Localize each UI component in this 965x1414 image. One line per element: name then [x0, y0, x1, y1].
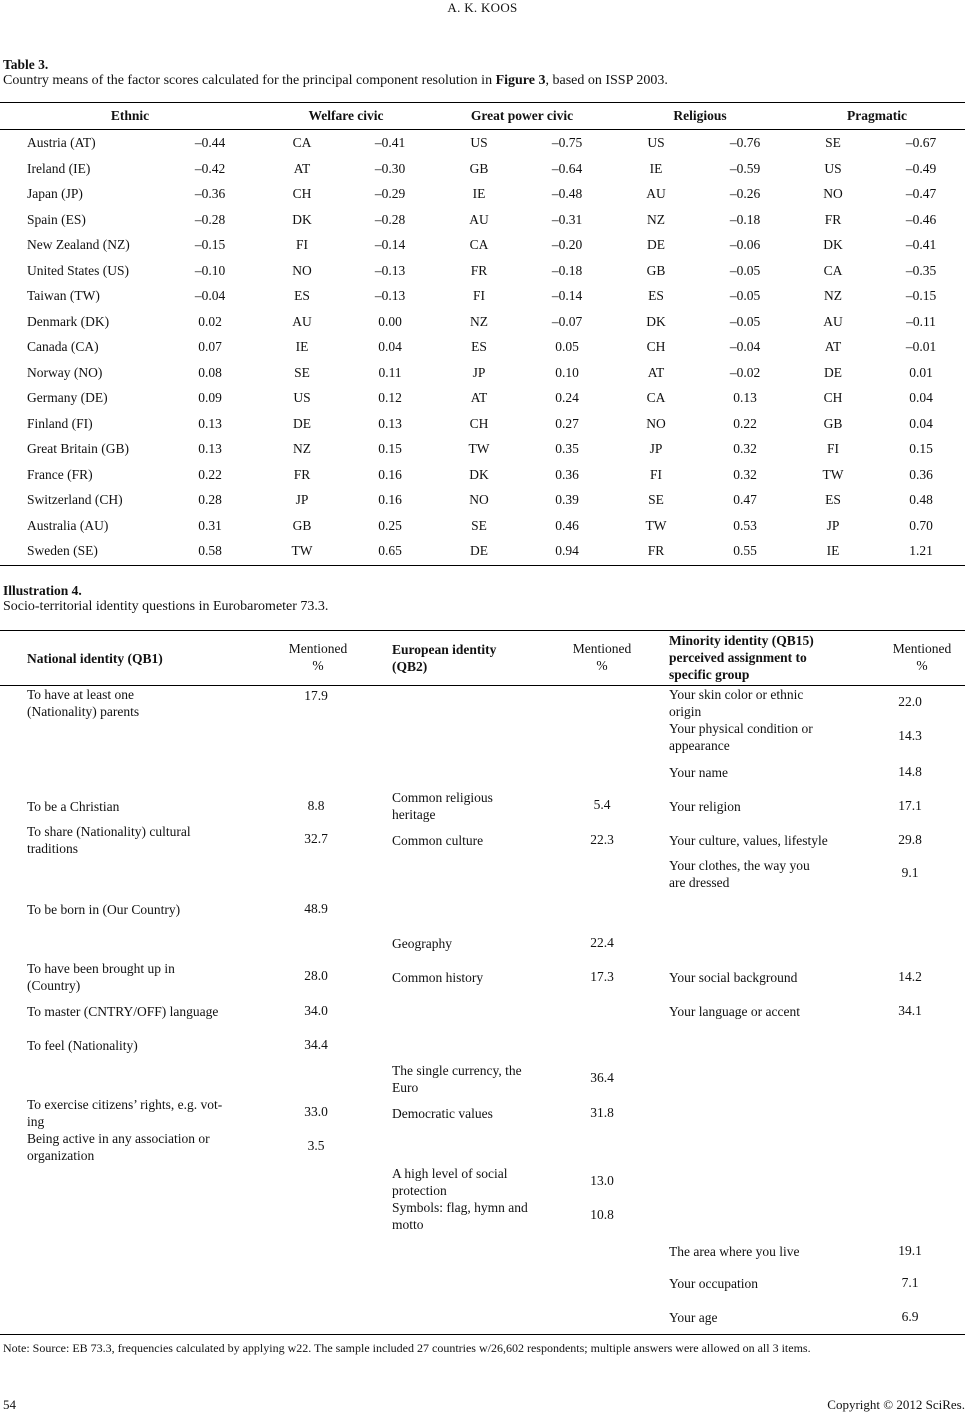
header-welfare-civic: Welfare civic — [308, 108, 384, 123]
european-percent: 31.8 — [590, 1105, 614, 1120]
national-percent: 48.9 — [304, 901, 328, 916]
score-cell: –0.18 — [729, 211, 761, 227]
header-mentioned-3: Mentioned % — [892, 641, 952, 673]
score-cell: 0.16 — [378, 492, 402, 507]
score-cell: –0.75 — [551, 135, 583, 150]
national-item: To have at least one (Nationality) parents — [27, 687, 140, 719]
country-code-cell: FR — [824, 211, 842, 227]
copyright: Copyright © 2012 SciRes. — [827, 1397, 965, 1412]
table-row — [0, 960, 965, 994]
national-item: Being active in any association or organization — [27, 1131, 210, 1163]
table-row — [0, 1062, 965, 1096]
score-cell: 0.05 — [555, 339, 579, 354]
country-code-cell: ES — [471, 339, 487, 354]
country-code-cell: GB — [469, 160, 489, 176]
score-cell: 0.65 — [378, 543, 402, 558]
minority-percent: 19.1 — [898, 1243, 922, 1258]
national-percent: 34.0 — [304, 1003, 328, 1018]
header-great-power-civic: Great power civic — [470, 108, 574, 123]
country-code-cell: NO — [469, 492, 489, 507]
header-mentioned-2: Mentioned % — [572, 641, 632, 673]
score-cell: 0.55 — [733, 543, 757, 558]
minority-item: The area where you live — [669, 1244, 800, 1259]
country-code-cell: CA — [469, 237, 489, 252]
national-item: To feel (Nationality) — [27, 1038, 138, 1053]
score-cell: 0.13 — [198, 441, 222, 456]
illustration-4-body — [0, 686, 965, 1335]
european-item: Common culture — [392, 833, 484, 848]
score-cell: 0.47 — [733, 492, 757, 507]
country-code-cell: NZ — [293, 441, 311, 456]
country-code-cell: DE — [470, 543, 488, 558]
table-row — [0, 437, 965, 462]
table-row — [0, 284, 965, 309]
table-row — [0, 259, 965, 284]
minority-item: Your age — [669, 1310, 718, 1325]
score-cell: 0.13 — [733, 390, 757, 405]
country-code-cell: CH — [292, 186, 312, 201]
country-code-cell: DE — [647, 237, 665, 252]
country-code-cell: JP — [295, 492, 309, 507]
country-code-cell: CA — [646, 390, 666, 405]
page-number: 54 — [3, 1397, 16, 1412]
table-row — [0, 823, 965, 857]
minority-item: Your name — [669, 765, 729, 780]
country-code-cell: ES — [825, 492, 841, 507]
country-cell: Finland (FI) — [27, 415, 93, 431]
header-religious: Religious — [673, 108, 727, 123]
score-cell: –0.13 — [374, 262, 406, 278]
score-cell: 1.21 — [909, 543, 933, 558]
minority-percent: 14.2 — [898, 969, 922, 984]
score-cell: 0.35 — [555, 441, 579, 456]
table-row — [0, 1096, 965, 1130]
country-code-cell: US — [470, 135, 488, 150]
score-cell: 0.28 — [198, 492, 222, 507]
country-code-cell: FI — [649, 466, 663, 482]
country-code-cell: IE — [649, 160, 663, 176]
national-item: To master (CNTRY/OFF) language — [27, 1004, 219, 1019]
european-percent: 10.8 — [590, 1207, 614, 1222]
country-code-cell: SE — [471, 517, 487, 533]
table-row — [0, 994, 965, 1028]
score-cell: –0.67 — [905, 135, 937, 150]
score-cell: –0.36 — [194, 186, 226, 201]
score-cell: 0.27 — [555, 415, 579, 431]
country-code-cell: FR — [470, 262, 488, 278]
country-code-cell: IE — [295, 339, 309, 354]
country-code-cell: AT — [824, 339, 842, 354]
country-code-cell: TW — [291, 543, 313, 558]
minority-item: Your physical condition or appearance — [669, 721, 813, 753]
country-code-cell: US — [824, 160, 842, 176]
european-percent: 36.4 — [590, 1070, 614, 1085]
country-code-cell: CH — [646, 339, 666, 354]
score-cell: –0.48 — [551, 186, 583, 201]
country-code-cell: AT — [647, 364, 665, 380]
country-cell: Sweden (SE) — [27, 543, 98, 558]
national-item: To be a Christian — [27, 799, 120, 814]
minority-percent: 9.1 — [901, 865, 919, 880]
table-row — [0, 1234, 965, 1268]
country-code-cell: DK — [469, 466, 489, 482]
score-cell: –0.14 — [551, 288, 583, 303]
score-cell: –0.41 — [374, 135, 406, 150]
score-cell: 0.02 — [198, 313, 222, 329]
european-percent: 17.3 — [590, 969, 614, 984]
score-cell: –0.47 — [905, 186, 937, 201]
score-cell: –0.42 — [194, 160, 226, 176]
country-code-cell: AT — [293, 160, 311, 176]
header-national-identity: National identity (QB1) — [27, 651, 163, 666]
country-code-cell: SE — [648, 492, 664, 507]
score-cell: –0.59 — [729, 160, 761, 176]
european-percent: 22.3 — [590, 832, 614, 847]
score-cell: 0.15 — [378, 441, 402, 456]
country-cell: Japan (JP) — [27, 186, 83, 201]
country-code-cell: CH — [469, 415, 489, 431]
illustration-4-label: Illustration 4. — [3, 583, 82, 598]
score-cell: 0.13 — [378, 415, 402, 431]
european-item: A high level of social protection — [392, 1166, 508, 1198]
table-row — [0, 686, 965, 720]
header-european-identity: European identity (QB2) — [392, 642, 497, 674]
score-cell: 0.09 — [198, 390, 222, 405]
country-code-cell: NZ — [647, 211, 665, 227]
table-row — [0, 233, 965, 258]
score-cell: 0.36 — [909, 466, 933, 482]
illustration-4-table — [0, 630, 965, 1335]
table-3 — [0, 102, 965, 566]
country-cell: Canada (CA) — [27, 339, 99, 354]
country-cell: Austria (AT) — [27, 135, 96, 150]
country-code-cell: IE — [826, 543, 840, 558]
country-code-cell: JP — [649, 441, 663, 456]
country-code-cell: AU — [292, 313, 312, 329]
score-cell: 0.22 — [198, 466, 222, 482]
country-code-cell: IE — [472, 186, 486, 201]
score-cell: 0.22 — [733, 415, 757, 431]
european-item: Common history — [392, 970, 484, 985]
country-code-cell: ES — [294, 288, 310, 303]
country-code-cell: NZ — [470, 313, 488, 329]
country-code-cell: GB — [646, 262, 666, 278]
illustration-4-header — [0, 631, 965, 686]
table-row — [0, 463, 965, 488]
country-code-cell: AU — [469, 211, 489, 227]
table-3-label: Table 3. — [3, 57, 49, 72]
score-cell: –0.10 — [194, 262, 226, 278]
table-row — [0, 386, 965, 411]
table-row — [0, 335, 965, 360]
national-percent: 34.4 — [304, 1037, 328, 1052]
header-mentioned-1: Mentioned % — [288, 641, 348, 673]
table-row — [0, 892, 965, 926]
score-cell: –0.28 — [194, 211, 226, 227]
country-code-cell: TW — [822, 466, 844, 482]
score-cell: 0.04 — [909, 415, 933, 431]
country-code-cell: SE — [825, 135, 841, 150]
country-code-cell: TW — [468, 441, 490, 456]
country-code-cell: DK — [823, 237, 843, 252]
minority-item: Your social background — [669, 970, 798, 985]
minority-percent: 34.1 — [898, 1003, 922, 1018]
score-cell: 0.11 — [378, 364, 402, 380]
score-cell: 0.32 — [733, 466, 757, 482]
country-code-cell: FR — [647, 543, 665, 558]
score-cell: –0.76 — [729, 135, 761, 150]
table-row — [0, 1199, 965, 1233]
table-row — [0, 1028, 965, 1062]
national-item: To be born in (Our Country) — [27, 902, 181, 917]
country-code-cell: DE — [824, 364, 842, 380]
score-cell: 0.12 — [378, 390, 402, 405]
score-cell: 0.07 — [198, 339, 222, 354]
table-row — [0, 1130, 965, 1164]
running-head: A. K. KOOS — [447, 0, 518, 15]
score-cell: 0.31 — [198, 517, 222, 533]
score-cell: –0.05 — [729, 262, 761, 278]
caption-text: Country means of the factor scores calculated for the principal component resolution in — [3, 73, 496, 88]
european-item: Democratic values — [392, 1106, 493, 1121]
country-code-cell: CH — [823, 390, 843, 405]
country-cell: Switzerland (CH) — [27, 492, 123, 507]
score-cell: 0.39 — [555, 492, 579, 507]
country-code-cell: TW — [645, 517, 667, 533]
national-percent: 3.5 — [307, 1138, 325, 1153]
country-code-cell: DK — [292, 211, 312, 227]
caption-figure-ref: Figure 3 — [495, 73, 546, 88]
score-cell: –0.15 — [194, 237, 226, 252]
country-cell: Taiwan (TW) — [27, 288, 100, 303]
country-cell: Norway (NO) — [27, 364, 103, 380]
country-cell: United States (US) — [27, 262, 129, 278]
score-cell: –0.31 — [551, 211, 583, 227]
european-item: Common religious heritage — [392, 790, 493, 822]
minority-percent: 29.8 — [898, 832, 922, 847]
table-3-header — [0, 103, 965, 130]
score-cell: –0.18 — [551, 262, 583, 278]
country-code-cell: FR — [293, 466, 311, 482]
minority-item: Your language or accent — [669, 1004, 800, 1019]
european-percent: 22.4 — [590, 935, 614, 950]
minority-percent: 17.1 — [898, 798, 922, 813]
score-cell: –0.07 — [551, 313, 583, 329]
score-cell: –0.64 — [551, 160, 583, 176]
country-cell: France (FR) — [27, 466, 93, 482]
table-row — [0, 361, 965, 386]
score-cell: –0.35 — [905, 262, 937, 278]
score-cell: –0.28 — [374, 211, 406, 227]
minority-item: Your religion — [669, 799, 741, 814]
minority-item: Your culture, values, lifestyle — [669, 833, 828, 848]
country-code-cell: SE — [294, 364, 310, 380]
table-row — [0, 157, 965, 182]
minority-item: Your occupation — [669, 1276, 758, 1291]
european-item: Geography — [392, 936, 452, 951]
header-ethnic: Ethnic — [110, 108, 150, 123]
score-cell: 0.46 — [555, 517, 579, 533]
country-code-cell: JP — [826, 517, 840, 533]
score-cell: –0.06 — [729, 237, 761, 252]
country-code-cell: DE — [293, 415, 311, 431]
country-code-cell: AU — [823, 313, 843, 329]
minority-percent: 6.9 — [901, 1309, 919, 1324]
score-cell: –0.11 — [906, 313, 936, 329]
national-percent: 33.0 — [304, 1104, 328, 1119]
score-cell: 0.70 — [909, 517, 933, 533]
table-row — [0, 488, 965, 513]
score-cell: 0.48 — [909, 492, 933, 507]
country-code-cell: NO — [823, 186, 843, 201]
table-row — [0, 208, 965, 233]
country-code-cell: FI — [295, 237, 309, 252]
table-row — [0, 412, 965, 437]
european-item: The single currency, the Euro — [392, 1063, 522, 1095]
table-row — [0, 310, 965, 335]
table-row — [0, 857, 965, 891]
score-cell: 0.04 — [378, 339, 402, 354]
country-code-cell: NO — [646, 415, 666, 431]
score-cell: 0.94 — [555, 543, 579, 558]
score-cell: –0.05 — [729, 313, 761, 329]
minority-percent: 7.1 — [901, 1275, 919, 1290]
score-cell: 0.58 — [198, 543, 222, 558]
minority-item: Your skin color or ethnic origin — [669, 687, 804, 719]
country-code-cell: DK — [646, 313, 666, 329]
score-cell: 0.25 — [378, 517, 402, 533]
score-cell: –0.15 — [905, 288, 937, 303]
national-percent: 8.8 — [307, 798, 325, 813]
table-note: Note: Source: EB 73.3, frequencies calculated by applying w22. The sample included 27 countries w/26,602 respondents; multiple answers were allowed on all 3 items. — [3, 1341, 811, 1355]
country-code-cell: GB — [823, 415, 843, 431]
country-cell: Australia (AU) — [27, 517, 109, 533]
caption-text-end: , based on ISSP 2003. — [545, 73, 668, 88]
score-cell: 0.16 — [378, 466, 402, 482]
country-code-cell: GB — [292, 517, 312, 533]
table-row — [0, 789, 965, 823]
score-cell: –0.30 — [374, 160, 406, 176]
table-row — [0, 514, 965, 539]
score-cell: –0.49 — [905, 160, 937, 176]
score-cell: 0.00 — [378, 313, 402, 329]
national-item: To have been brought up in (Country) — [27, 961, 175, 993]
national-percent: 28.0 — [304, 968, 328, 983]
country-cell: New Zealand (NZ) — [27, 237, 130, 252]
country-code-cell: FI — [826, 441, 840, 456]
country-code-cell: US — [293, 390, 311, 405]
score-cell: –0.04 — [194, 288, 226, 303]
score-cell: 0.53 — [733, 517, 757, 533]
table-3-body — [0, 130, 965, 565]
national-item: To exercise citizens’ rights, e.g. vot- ing — [27, 1097, 223, 1129]
country-code-cell: AU — [646, 186, 666, 201]
score-cell: –0.41 — [905, 237, 937, 252]
score-cell: 0.36 — [555, 466, 579, 482]
table-row — [0, 182, 965, 207]
score-cell: –0.20 — [551, 237, 583, 252]
european-percent: 13.0 — [590, 1173, 614, 1188]
score-cell: –0.02 — [729, 364, 761, 380]
score-cell: 0.01 — [909, 364, 933, 380]
score-cell: 0.15 — [909, 441, 933, 456]
table-row — [0, 1266, 965, 1300]
country-cell: Germany (DE) — [27, 390, 108, 405]
table-3-caption — [3, 73, 668, 89]
score-cell: 0.24 — [555, 390, 579, 405]
national-item: To share (Nationality) cultural traditions — [27, 824, 191, 856]
score-cell: –0.46 — [905, 211, 937, 227]
country-code-cell: CA — [823, 262, 843, 278]
minority-percent: 14.8 — [898, 764, 922, 779]
score-cell: 0.08 — [198, 364, 222, 380]
country-code-cell: ES — [648, 288, 664, 303]
minority-item: Your clothes, the way you are dressed — [669, 858, 810, 890]
score-cell: 0.04 — [909, 390, 933, 405]
score-cell: –0.14 — [374, 237, 406, 252]
score-cell: 0.10 — [555, 364, 579, 380]
country-code-cell: NZ — [824, 288, 842, 303]
country-code-cell: CA — [292, 135, 312, 150]
minority-percent: 14.3 — [898, 728, 922, 743]
score-cell: –0.29 — [374, 186, 406, 201]
country-code-cell: US — [647, 135, 665, 150]
header-pragmatic: Pragmatic — [847, 108, 907, 123]
national-percent: 32.7 — [304, 831, 328, 846]
country-cell: Denmark (DK) — [27, 313, 110, 329]
table-row — [0, 1300, 965, 1334]
score-cell: –0.01 — [905, 339, 937, 354]
country-cell: Great Britain (GB) — [27, 441, 129, 456]
country-code-cell: JP — [472, 364, 486, 380]
country-code-cell: FI — [472, 288, 486, 303]
score-cell: 0.32 — [733, 441, 757, 456]
country-cell: Ireland (IE) — [27, 160, 91, 176]
country-cell: Spain (ES) — [27, 211, 86, 227]
minority-percent: 22.0 — [898, 694, 922, 709]
national-percent: 17.9 — [304, 688, 328, 703]
table-row — [0, 539, 965, 564]
table-row — [0, 720, 965, 754]
table-row — [0, 926, 965, 960]
header-minority-identity: Minority identity (QB15) perceived assignment to specific group — [669, 633, 814, 682]
european-percent: 5.4 — [593, 797, 611, 812]
score-cell: 0.13 — [198, 415, 222, 431]
score-cell: –0.05 — [729, 288, 761, 303]
illustration-4-caption: Socio-territorial identity questions in Eurobarometer 73.3. — [3, 599, 329, 614]
score-cell: –0.13 — [374, 288, 406, 303]
european-item: Symbols: flag, hymn and motto — [392, 1200, 528, 1232]
country-code-cell: NO — [292, 262, 312, 278]
table-row — [0, 131, 965, 156]
country-code-cell: AT — [470, 390, 488, 405]
score-cell: –0.26 — [729, 186, 761, 201]
score-cell: –0.04 — [729, 339, 761, 354]
table-row — [0, 1165, 965, 1199]
score-cell: –0.44 — [194, 135, 226, 150]
table-row — [0, 755, 965, 789]
